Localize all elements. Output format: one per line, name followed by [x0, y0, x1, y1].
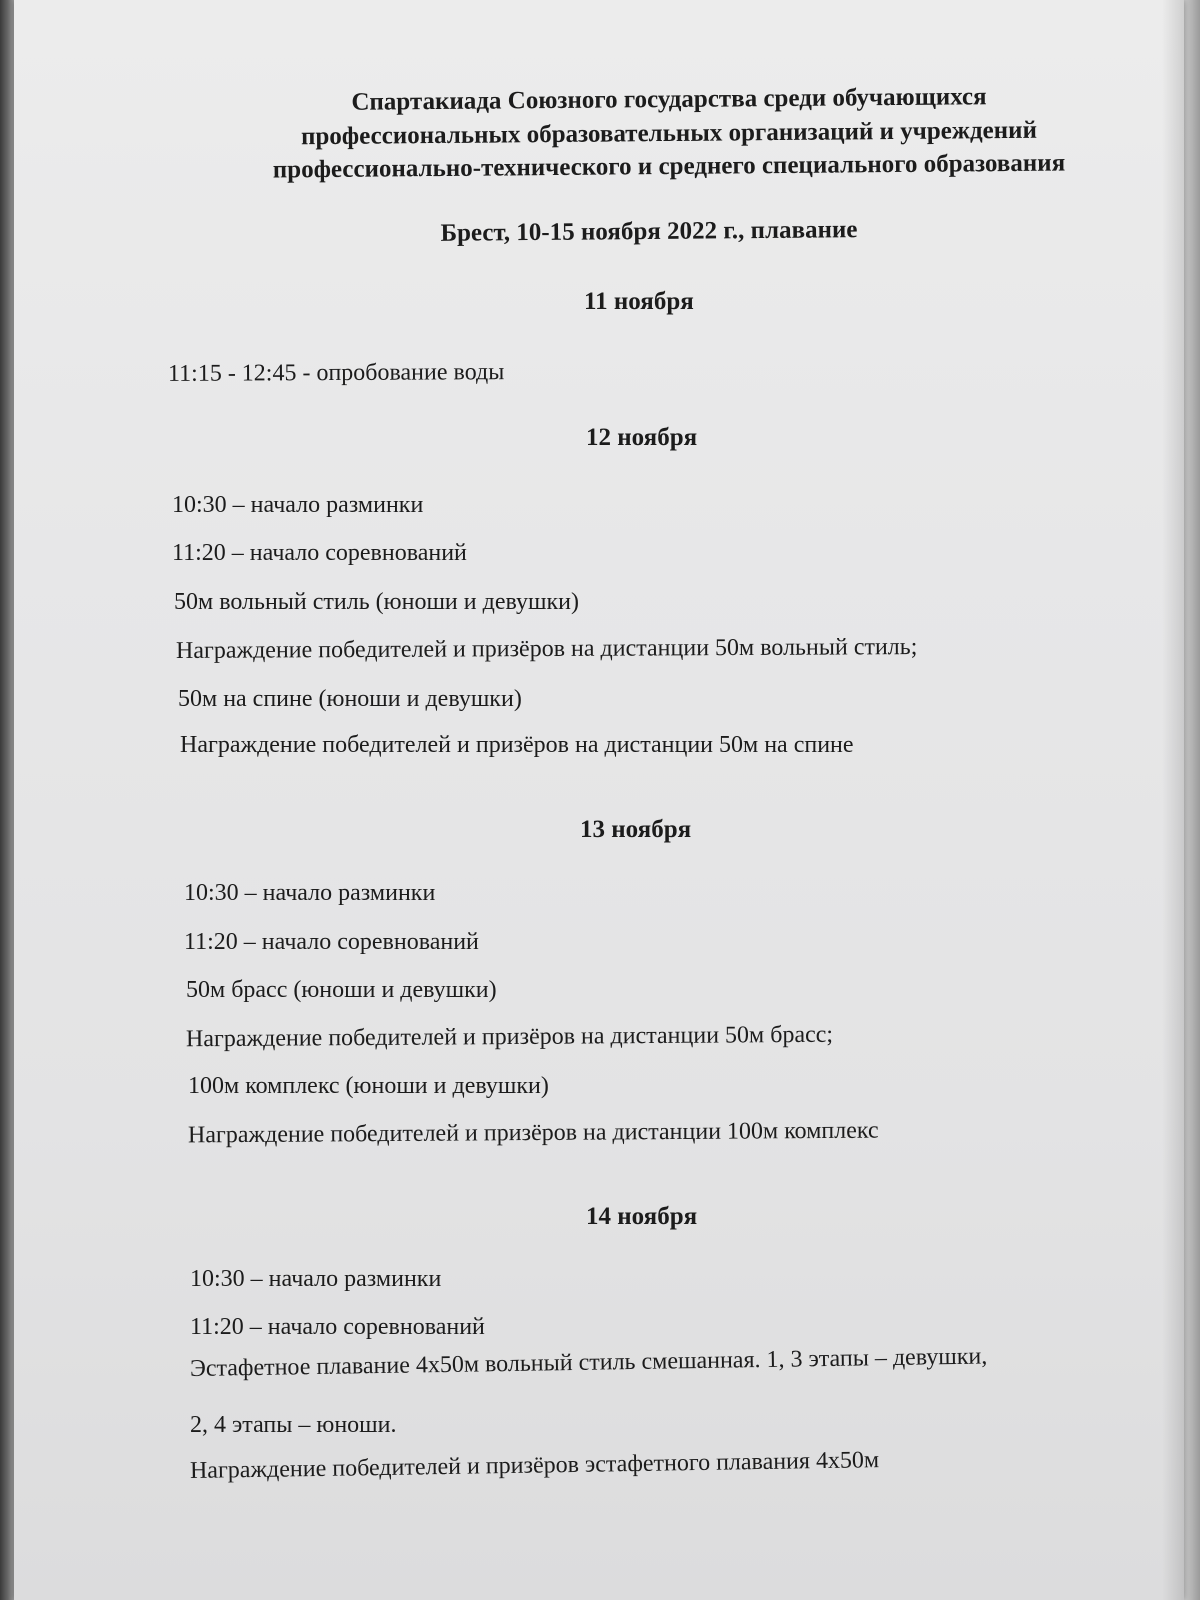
day-heading-11-november: 11 ноября [584, 288, 694, 315]
schedule-item: Награждение победителей и призёров на дистанции 50м брасс; [185, 1021, 834, 1053]
schedule-item: 10:30 – начало разминки [190, 1266, 442, 1292]
schedule-item: Награждение победителей и призёров на дистанции 100м комплекс [187, 1117, 879, 1149]
schedule-item: Эстафетное плавание 4х50м вольный стиль смешанная. 1, 3 этапы – девушки, [189, 1343, 988, 1382]
schedule-item: 11:20 – начало соревнований [172, 540, 467, 566]
document-title-line-1: Спартакиада Союзного государства среди обучающихся [351, 83, 987, 116]
schedule-item: Награждение победителей и призёров эстафетного плавания 4х50м [189, 1447, 880, 1484]
day-heading-14-november: 14 ноября [586, 1203, 698, 1230]
schedule-item: Награждение победителей и призёров на дистанции 50м на спине [180, 732, 854, 758]
schedule-item: 50м брасс (юноши и девушки) [186, 977, 497, 1003]
schedule-item: 10:30 – начало разминки [184, 880, 436, 906]
schedule-item: 50м вольный стиль (юноши и девушки) [174, 589, 579, 615]
schedule-item: Награждение победителей и призёров на дистанции 50м вольный стиль; [175, 634, 918, 664]
schedule-item: 11:15 - 12:45 - опробование воды [167, 359, 505, 387]
paper-sheet [14, 0, 1184, 1600]
schedule-item: 11:20 – начало соревнований [190, 1314, 485, 1340]
document-title-line-3: профессионально-технического и среднего специального образования [272, 149, 1066, 184]
schedule-item: 2, 4 этапы – юноши. [190, 1412, 397, 1438]
schedule-item: 11:20 – начало соревнований [184, 929, 479, 955]
schedule-item: 10:30 – начало разминки [172, 492, 424, 518]
schedule-item: 50м на спине (юноши и девушки) [178, 686, 522, 712]
document-subtitle: Брест, 10-15 ноября 2022 г., плавание [440, 216, 858, 247]
day-heading-13-november: 13 ноября [580, 816, 692, 843]
day-heading-12-november: 12 ноября [586, 424, 698, 451]
document-title-line-2: профессиональных образовательных организаций и учреждений [300, 116, 1038, 151]
schedule-item: 100м комплекс (юноши и девушки) [188, 1073, 549, 1099]
